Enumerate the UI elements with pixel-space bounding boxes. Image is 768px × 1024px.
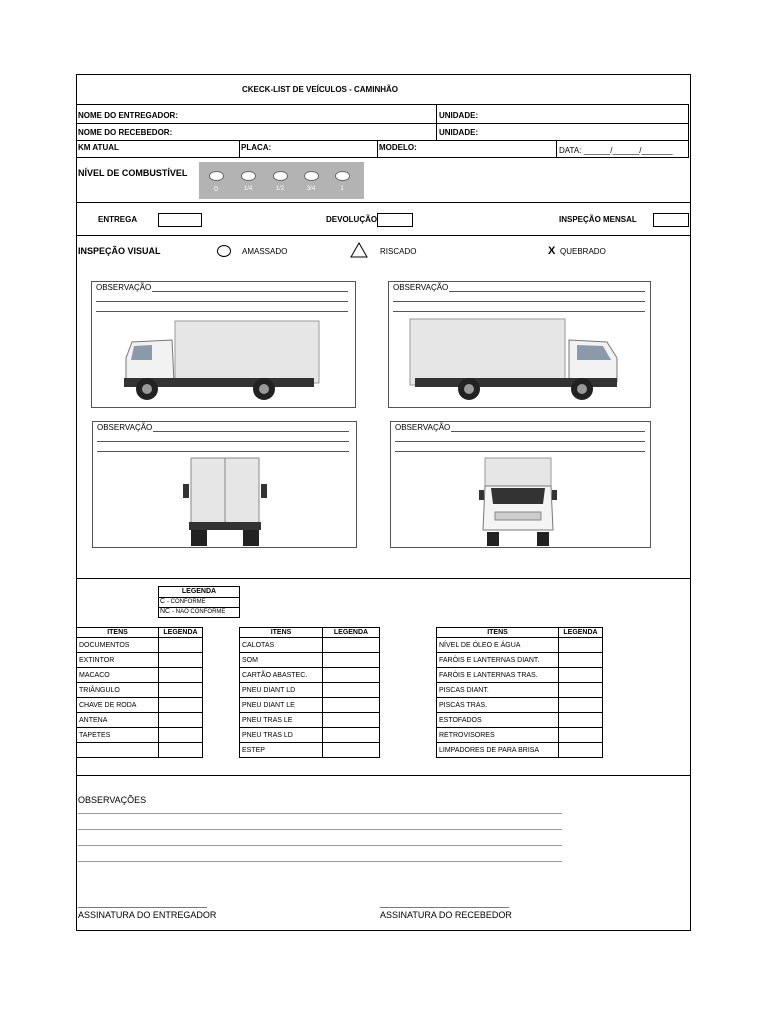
item-legend-cell[interactable]: [323, 728, 380, 743]
table-row: [240, 728, 380, 743]
fuel-label: NÍVEL DE COMBUSTÍVEL: [78, 168, 188, 178]
fuel-level-option[interactable]: [273, 171, 288, 181]
observation-line[interactable]: [78, 813, 562, 814]
item-name: FARÓIS E LANTERNAS TRAS.: [437, 668, 559, 683]
data-label: DATA: ______/______/_______: [559, 146, 673, 155]
itens-header: ITENS: [240, 628, 323, 638]
divider: [76, 123, 689, 124]
circle-icon: [217, 245, 231, 257]
entrega-label: ENTREGA: [98, 215, 138, 224]
divider: [76, 235, 690, 236]
observacao-label: OBSERVAÇÃO: [395, 423, 451, 432]
truck-left-side-image: [122, 318, 322, 404]
item-legend-cell[interactable]: [323, 668, 380, 683]
items-table-3: [436, 627, 603, 758]
items-table-2: [239, 627, 380, 758]
table-row: [240, 683, 380, 698]
signature-line-recebedor[interactable]: _____________________________: [380, 899, 510, 908]
item-legend-cell[interactable]: [559, 743, 603, 758]
item-name: TRIÂNGULO: [77, 683, 159, 698]
table-row: [77, 743, 203, 758]
legenda-header: LEGENDA: [159, 628, 203, 638]
table-row: [437, 743, 603, 758]
entrega-checkbox[interactable]: [158, 213, 202, 227]
items-table-1: [76, 627, 203, 758]
item-legend-cell[interactable]: [159, 683, 203, 698]
item-legend-cell[interactable]: [159, 668, 203, 683]
fuel-level-option[interactable]: [304, 171, 319, 181]
item-legend-cell[interactable]: [559, 683, 603, 698]
legend-nc-code: NC: [160, 608, 171, 615]
quebrado-label: QUEBRADO: [560, 247, 606, 256]
divider: [76, 140, 689, 141]
fuel-level-option[interactable]: [241, 171, 256, 181]
item-legend-cell[interactable]: [159, 713, 203, 728]
form-title: CKECK-LIST DE VEÍCULOS - CAMINHÃO: [242, 85, 398, 94]
fuel-level-option[interactable]: [209, 171, 224, 181]
assinatura-entregador: ASSINATURA DO ENTREGADOR: [78, 910, 217, 920]
riscado-label: RISCADO: [380, 247, 417, 256]
divider: [76, 157, 689, 158]
signature-line-entregador[interactable]: _____________________________: [78, 899, 208, 908]
legenda-header: LEGENDA: [559, 628, 603, 638]
fuel-level-label: 3/4: [306, 186, 316, 192]
observacao-label: OBSERVAÇÃO: [393, 283, 449, 292]
fuel-level-label: 1/4: [243, 186, 253, 192]
table-row: [437, 653, 603, 668]
item-legend-cell[interactable]: [323, 638, 380, 653]
item-name: PNEU DIANT LE: [240, 698, 323, 713]
table-row: [240, 653, 380, 668]
table-row: [437, 668, 603, 683]
item-name: [77, 743, 159, 758]
modelo-label: MODELO:: [379, 143, 417, 152]
table-row: [240, 698, 380, 713]
item-legend-cell[interactable]: [159, 743, 203, 758]
item-legend-cell[interactable]: [159, 653, 203, 668]
table-row: [77, 638, 203, 653]
item-name: MACACO: [77, 668, 159, 683]
item-name: PISCAS TRAS.: [437, 698, 559, 713]
divider: [76, 775, 690, 776]
table-row: [437, 683, 603, 698]
truck-right-panel: [388, 281, 651, 408]
observation-line[interactable]: [78, 861, 562, 862]
item-name: DOCUMENTOS: [77, 638, 159, 653]
observacoes-label: OBSERVAÇÕES: [78, 795, 147, 805]
legend-box: [158, 586, 240, 618]
fuel-level-option[interactable]: [335, 171, 350, 181]
item-legend-cell[interactable]: [159, 728, 203, 743]
observation-line[interactable]: [78, 845, 562, 846]
recebedor-label: NOME DO RECEBEDOR:: [78, 128, 173, 137]
item-name: CALOTAS: [240, 638, 323, 653]
table-row: [240, 713, 380, 728]
item-name: PISCAS DIANT.: [437, 683, 559, 698]
divider: [556, 140, 557, 157]
item-name: RETROVISORES: [437, 728, 559, 743]
item-name: PNEU TRAS LD: [240, 728, 323, 743]
divider: [76, 104, 689, 105]
item-name: SOM: [240, 653, 323, 668]
table-row: [77, 728, 203, 743]
item-legend-cell[interactable]: [323, 698, 380, 713]
truck-rear-image: [181, 456, 271, 548]
item-name: ANTENA: [77, 713, 159, 728]
table-row: [77, 668, 203, 683]
item-name: EXTINTOR: [77, 653, 159, 668]
legend-c-code: C: [160, 598, 166, 605]
x-mark-icon: X: [548, 245, 556, 257]
observacao-label: OBSERVAÇÃO: [96, 283, 152, 292]
itens-header: ITENS: [77, 628, 159, 638]
visual-label: INSPEÇÃO VISUAL: [78, 246, 161, 256]
table-row: [437, 698, 603, 713]
table-row: [77, 698, 203, 713]
table-row: [77, 713, 203, 728]
fuel-gauge: [199, 162, 364, 199]
fuel-level-label: 1: [340, 186, 344, 192]
unidade-label-2: UNIDADE:: [439, 128, 479, 137]
truck-left-panel: [91, 281, 356, 408]
item-name: ESTOFADOS: [437, 713, 559, 728]
truck-front-image: [477, 456, 559, 548]
observacao-label: OBSERVAÇÃO: [97, 423, 153, 432]
observation-line[interactable]: [78, 829, 562, 830]
truck-rear-panel: [92, 421, 357, 548]
unidade-label: UNIDADE:: [439, 111, 479, 120]
fuel-level-label: 0: [214, 186, 218, 193]
truck-front-panel: [390, 421, 651, 548]
item-legend-cell[interactable]: [323, 713, 380, 728]
legenda-header: LEGENDA: [323, 628, 380, 638]
placa-label: PLACA:: [241, 143, 272, 152]
item-name: LIMPADORES DE PARA BRISA: [437, 743, 559, 758]
km-label: KM ATUAL: [78, 143, 119, 152]
legend-nc-text: - NÃO CONFORME: [172, 609, 226, 615]
table-row: [437, 728, 603, 743]
item-legend-cell[interactable]: [559, 713, 603, 728]
divider: [76, 578, 690, 579]
item-name: NÍVEL DE ÓLEO E ÁGUA: [437, 638, 559, 653]
item-legend-cell[interactable]: [559, 653, 603, 668]
divider: [688, 104, 689, 157]
assinatura-recebedor: ASSINATURA DO RECEBEDOR: [380, 910, 512, 920]
truck-right-side-image: [407, 318, 622, 404]
table-row: [437, 638, 603, 653]
mensal-label: INSPEÇÃO MENSAL: [559, 215, 637, 224]
mensal-checkbox[interactable]: [653, 213, 689, 227]
fuel-level-label: 1/2: [275, 186, 285, 192]
devolucao-label: DEVOLUÇÃO: [326, 215, 378, 224]
item-legend-cell[interactable]: [559, 728, 603, 743]
item-legend-cell[interactable]: [159, 638, 203, 653]
item-legend-cell[interactable]: [323, 653, 380, 668]
table-row: [77, 653, 203, 668]
item-legend-cell[interactable]: [159, 698, 203, 713]
item-name: TAPETES: [77, 728, 159, 743]
divider: [76, 202, 690, 203]
table-row: [240, 743, 380, 758]
divider: [377, 140, 378, 157]
devolucao-checkbox[interactable]: [377, 213, 413, 227]
item-name: FARÓIS E LANTERNAS DIANT.: [437, 653, 559, 668]
table-row: [240, 638, 380, 653]
item-name: CARTÃO ABASTEC.: [240, 668, 323, 683]
legend-c-text: - CONFORME: [167, 599, 206, 605]
divider: [239, 140, 240, 157]
item-name: CHAVE DE RODA: [77, 698, 159, 713]
item-legend-cell[interactable]: [559, 638, 603, 653]
amassado-label: AMASSADO: [242, 247, 288, 256]
table-row: [240, 668, 380, 683]
item-legend-cell[interactable]: [559, 698, 603, 713]
item-name: PNEU TRAS LE: [240, 713, 323, 728]
item-legend-cell[interactable]: [323, 743, 380, 758]
item-name: PNEU DIANT LD: [240, 683, 323, 698]
item-name: ESTEP: [240, 743, 323, 758]
entregador-label: NOME DO ENTREGADOR:: [78, 111, 178, 120]
item-legend-cell[interactable]: [559, 668, 603, 683]
itens-header: ITENS: [437, 628, 559, 638]
table-row: [437, 713, 603, 728]
legend-title: LEGENDA: [181, 588, 217, 595]
table-row: [77, 683, 203, 698]
divider: [436, 104, 437, 140]
triangle-icon: [350, 242, 368, 258]
item-legend-cell[interactable]: [323, 683, 380, 698]
